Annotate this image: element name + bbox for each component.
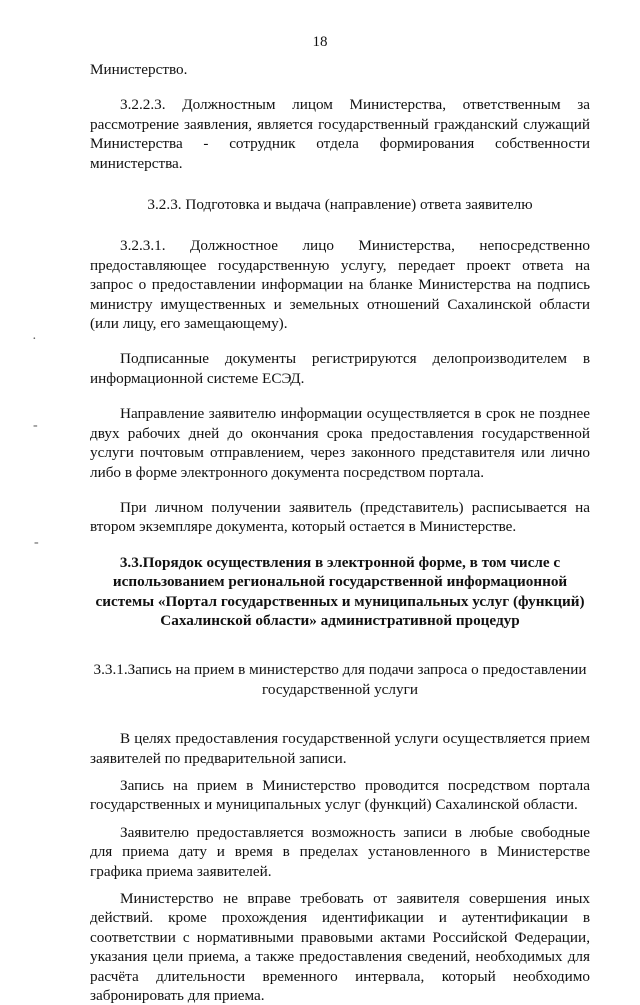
paragraph-3-2-3-1: 3.2.3.1. Должностное лицо Министерства, непосредственно предоставляющее государственную услугу, передает проект ответа на запрос о предоставлении информации на бланке Министерства на подпись министру имущественных и земельных отношений Сахалинской области (или лицу, его замещающему). (90, 237, 590, 333)
section-heading-3-3-1: 3.3.1.Запись на прием в министерство для подачи запроса о предоставлении государственной услуги (93, 661, 587, 698)
scan-mark: · (32, 332, 37, 347)
paragraph-personal-receipt: При личном получении заявитель (представитель) расписывается на втором экземпляре документа, который остается в Министерстве. (90, 498, 590, 536)
paragraph-continuation: Министерство. (90, 61, 188, 78)
paragraph-free-slots: Заявителю предоставляется возможность записи в любые свободные для приема дату и время в пределах установленного в Министерстве графика приема заявителей. (90, 823, 590, 880)
paragraph-signed-documents: Подписанные документы регистрируются делопроизводителем в информационной системе ЕСЭД. (90, 350, 590, 387)
scan-mark: - (33, 418, 38, 433)
section-heading-3-2-3: 3.2.3. Подготовка и выдача (направление) ответа заявителю (147, 196, 533, 214)
paragraph-sending-info: Направление заявителю информации осуществляется в срок не позднее двух рабочих дней до окончания срока предоставления государственной услуги почтовым отправлением, через законного представителя или лично либо в форме электронного документа посредством портала. (90, 405, 590, 481)
paragraph-portal-registration: Запись на прием в Министерство проводится посредством портала государственных и муниципальных услуг (функций) Сахалинской области. (90, 776, 590, 814)
paragraph-3-2-2-3: 3.2.2.3. Должностным лицом Министерства, ответственным за рассмотрение заявления, является государственный гражданский служащий Министерства - сотрудник отдела формирования собственности министерства. (90, 96, 590, 172)
scan-mark: - (34, 535, 39, 550)
paragraph-pre-registration: В целях предоставления государственной услуги осуществляется прием заявителей по предварительной записи. (90, 730, 590, 767)
paragraph-no-other-actions: Министерство не вправе требовать от заявителя совершения иных действий. кроме прохождения идентификации и аутентификации в соответствии с нормативными правовыми актами Российской Федерации, указания цели приема, а также предоставления сведений, необходимых для расчёта длительности временного интервала, который необходимо забронировать для приема. (90, 890, 590, 1005)
page-number: 18 (312, 34, 328, 50)
document-body (90, 60, 590, 1005)
section-heading-3-3: 3.3.Порядок осуществления в электронной форме, в том числе с использованием региональной государственной информационной системы «Портал государственных и муниципальных услуг (функций) Сахалинской области» административной процедур (95, 553, 585, 629)
